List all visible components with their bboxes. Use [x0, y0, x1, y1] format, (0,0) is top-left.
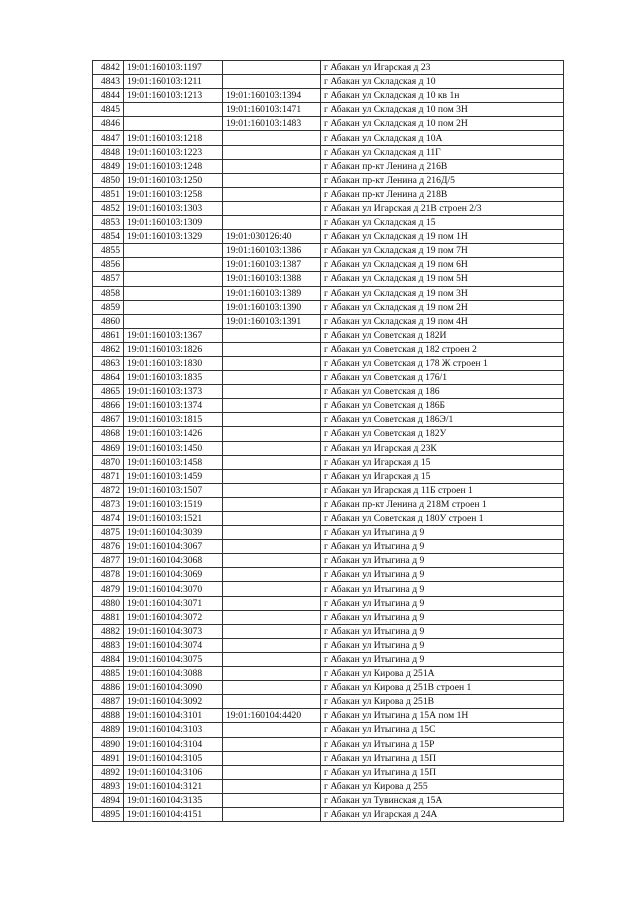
row-number-cell: 4863	[93, 356, 124, 370]
linked-cadastral-cell	[223, 342, 321, 356]
row-number-cell: 4880	[93, 596, 124, 610]
cadastral-number-cell: 19:01:160103:1218	[124, 131, 223, 145]
linked-cadastral-cell	[223, 131, 321, 145]
table-row	[93, 244, 564, 258]
row-number-cell: 4886	[93, 681, 124, 695]
linked-cadastral-cell	[223, 483, 321, 497]
row-number-cell: 4884	[93, 652, 124, 666]
linked-cadastral-cell: 19:01:160104:4420	[223, 709, 321, 723]
row-number-cell: 4852	[93, 201, 124, 215]
linked-cadastral-cell	[223, 610, 321, 624]
address-cell: г Абакан ул Итыгина д 9	[321, 624, 564, 638]
cadastral-number-cell: 19:01:160104:3103	[124, 723, 223, 737]
linked-cadastral-cell	[223, 328, 321, 342]
row-number-cell: 4851	[93, 187, 124, 201]
address-cell: г Абакан ул Итыгина д 15А пом 1Н	[321, 709, 564, 723]
linked-cadastral-cell	[223, 723, 321, 737]
table-row	[93, 230, 564, 244]
table-row	[93, 328, 564, 342]
row-number-cell: 4882	[93, 624, 124, 638]
table-row	[93, 765, 564, 779]
linked-cadastral-cell	[223, 695, 321, 709]
table-row	[93, 793, 564, 807]
table-body	[93, 61, 564, 822]
cadastral-number-cell: 19:01:160104:3092	[124, 695, 223, 709]
linked-cadastral-cell	[223, 765, 321, 779]
linked-cadastral-cell	[223, 596, 321, 610]
address-cell: г Абакан ул Складская д 10А	[321, 131, 564, 145]
cadastral-number-cell: 19:01:160103:1830	[124, 356, 223, 370]
cadastral-number-cell: 19:01:160104:3071	[124, 596, 223, 610]
row-number-cell: 4854	[93, 230, 124, 244]
linked-cadastral-cell	[223, 427, 321, 441]
cadastral-number-cell: 19:01:160103:1258	[124, 187, 223, 201]
cadastral-number-cell: 19:01:160103:1507	[124, 483, 223, 497]
row-number-cell: 4870	[93, 455, 124, 469]
row-number-cell: 4860	[93, 314, 124, 328]
row-number-cell: 4887	[93, 695, 124, 709]
address-cell: г Абакан ул Складская д 19 пом 4Н	[321, 314, 564, 328]
address-cell: г Абакан пр-кт Ленина д 216В	[321, 159, 564, 173]
row-number-cell: 4891	[93, 751, 124, 765]
cadastral-number-cell	[124, 314, 223, 328]
table-row	[93, 582, 564, 596]
table-row	[93, 624, 564, 638]
table-row	[93, 455, 564, 469]
row-number-cell: 4894	[93, 793, 124, 807]
cadastral-number-cell: 19:01:160104:3069	[124, 568, 223, 582]
table-row	[93, 286, 564, 300]
cadastral-number-cell: 19:01:160103:1250	[124, 173, 223, 187]
linked-cadastral-cell: 19:01:160103:1394	[223, 89, 321, 103]
cadastral-number-cell: 19:01:160103:1248	[124, 159, 223, 173]
address-cell: г Абакан ул Итыгина д 9	[321, 596, 564, 610]
table-row	[93, 751, 564, 765]
table-row	[93, 610, 564, 624]
cadastral-number-cell: 19:01:160104:4151	[124, 807, 223, 821]
linked-cadastral-cell	[223, 638, 321, 652]
address-cell: г Абакан пр-кт Ленина д 218М строен 1	[321, 497, 564, 511]
address-cell: г Абакан пр-кт Ленина д 216Д/5	[321, 173, 564, 187]
row-number-cell: 4858	[93, 286, 124, 300]
cadastral-number-cell: 19:01:160104:3067	[124, 540, 223, 554]
row-number-cell: 4885	[93, 667, 124, 681]
cadastral-number-cell: 19:01:160103:1815	[124, 413, 223, 427]
linked-cadastral-cell	[223, 512, 321, 526]
table-row	[93, 526, 564, 540]
cadastral-number-cell: 19:01:160104:3074	[124, 638, 223, 652]
linked-cadastral-cell	[223, 751, 321, 765]
linked-cadastral-cell	[223, 554, 321, 568]
cadastral-number-cell: 19:01:160103:1373	[124, 385, 223, 399]
address-cell: г Абакан ул Тувинская д 15А	[321, 793, 564, 807]
cadastral-number-cell: 19:01:160104:3039	[124, 526, 223, 540]
table-row	[93, 216, 564, 230]
row-number-cell: 4895	[93, 807, 124, 821]
row-number-cell: 4862	[93, 342, 124, 356]
address-cell: г Абакан ул Советская д 178 Ж строен 1	[321, 356, 564, 370]
table-row	[93, 483, 564, 497]
linked-cadastral-cell	[223, 413, 321, 427]
row-number-cell: 4857	[93, 272, 124, 286]
row-number-cell: 4842	[93, 61, 124, 75]
address-cell: г Абакан ул Итыгина д 9	[321, 652, 564, 666]
cadastral-number-cell: 19:01:160104:3068	[124, 554, 223, 568]
cadastral-number-cell: 19:01:160103:1303	[124, 201, 223, 215]
linked-cadastral-cell: 19:01:160103:1391	[223, 314, 321, 328]
address-cell: г Абакан ул Итыгина д 9	[321, 638, 564, 652]
linked-cadastral-cell	[223, 371, 321, 385]
linked-cadastral-cell: 19:01:030126:40	[223, 230, 321, 244]
row-number-cell: 4893	[93, 779, 124, 793]
row-number-cell: 4874	[93, 512, 124, 526]
row-number-cell: 4890	[93, 737, 124, 751]
address-cell: г Абакан ул Игарская д 24А	[321, 807, 564, 821]
linked-cadastral-cell	[223, 582, 321, 596]
linked-cadastral-cell	[223, 201, 321, 215]
table-row	[93, 779, 564, 793]
cadastral-number-cell: 19:01:160103:1519	[124, 497, 223, 511]
linked-cadastral-cell	[223, 793, 321, 807]
linked-cadastral-cell	[223, 187, 321, 201]
address-cell: г Абакан ул Кирова д 251А	[321, 667, 564, 681]
cadastral-number-cell	[124, 258, 223, 272]
linked-cadastral-cell: 19:01:160103:1389	[223, 286, 321, 300]
row-number-cell: 4864	[93, 371, 124, 385]
table-row	[93, 187, 564, 201]
address-cell: г Абакан ул Складская д 10 пом 2Н	[321, 117, 564, 131]
linked-cadastral-cell	[223, 173, 321, 187]
table-row	[93, 131, 564, 145]
table-row	[93, 173, 564, 187]
cadastral-number-cell: 19:01:160104:3105	[124, 751, 223, 765]
cadastral-number-cell: 19:01:160104:3121	[124, 779, 223, 793]
row-number-cell: 4888	[93, 709, 124, 723]
table-row	[93, 89, 564, 103]
linked-cadastral-cell	[223, 737, 321, 751]
cadastral-number-cell: 19:01:160104:3088	[124, 667, 223, 681]
address-cell: г Абакан ул Складская д 19 пом 1Н	[321, 230, 564, 244]
table-row	[93, 159, 564, 173]
linked-cadastral-cell	[223, 159, 321, 173]
cadastral-number-cell: 19:01:160104:3135	[124, 793, 223, 807]
row-number-cell: 4869	[93, 441, 124, 455]
linked-cadastral-cell: 19:01:160103:1483	[223, 117, 321, 131]
address-cell: г Абакан ул Советская д 182У	[321, 427, 564, 441]
cadastral-number-cell: 19:01:160104:3090	[124, 681, 223, 695]
cadastral-number-cell: 19:01:160103:1374	[124, 399, 223, 413]
row-number-cell: 4866	[93, 399, 124, 413]
row-number-cell: 4879	[93, 582, 124, 596]
linked-cadastral-cell	[223, 145, 321, 159]
linked-cadastral-cell	[223, 652, 321, 666]
row-number-cell: 4865	[93, 385, 124, 399]
row-number-cell: 4849	[93, 159, 124, 173]
address-cell: г Абакан ул Кирова д 251В строен 1	[321, 681, 564, 695]
table-row	[93, 596, 564, 610]
linked-cadastral-cell	[223, 681, 321, 695]
address-cell: г Абакан ул Складская д 10	[321, 75, 564, 89]
address-cell: г Абакан ул Итыгина д 9	[321, 540, 564, 554]
table-row	[93, 371, 564, 385]
address-cell: г Абакан ул Складская д 15	[321, 216, 564, 230]
address-cell: г Абакан ул Итыгина д 15П	[321, 751, 564, 765]
address-cell: г Абакан ул Складская д 19 пом 5Н	[321, 272, 564, 286]
cadastral-number-cell	[124, 286, 223, 300]
row-number-cell: 4873	[93, 497, 124, 511]
linked-cadastral-cell	[223, 667, 321, 681]
address-cell: г Абакан ул Игарская д 15	[321, 469, 564, 483]
table-row	[93, 638, 564, 652]
row-number-cell: 4876	[93, 540, 124, 554]
table-row	[93, 356, 564, 370]
linked-cadastral-cell	[223, 385, 321, 399]
table-row	[93, 399, 564, 413]
cadastral-number-cell: 19:01:160104:3072	[124, 610, 223, 624]
row-number-cell: 4861	[93, 328, 124, 342]
linked-cadastral-cell	[223, 807, 321, 821]
row-number-cell: 4855	[93, 244, 124, 258]
cadastral-number-cell: 19:01:160103:1367	[124, 328, 223, 342]
cadastral-number-cell: 19:01:160103:1329	[124, 230, 223, 244]
table-row	[93, 314, 564, 328]
address-cell: г Абакан ул Складская д 19 пом 7Н	[321, 244, 564, 258]
table-row	[93, 568, 564, 582]
address-cell: г Абакан ул Советская д 180У строен 1	[321, 512, 564, 526]
table-row	[93, 469, 564, 483]
cadastral-number-cell: 19:01:160103:1459	[124, 469, 223, 483]
address-cell: г Абакан пр-кт Ленина д 218В	[321, 187, 564, 201]
table-row	[93, 258, 564, 272]
linked-cadastral-cell	[223, 216, 321, 230]
table-row	[93, 709, 564, 723]
table-row	[93, 807, 564, 821]
table-row	[93, 342, 564, 356]
cadastral-number-cell	[124, 117, 223, 131]
row-number-cell: 4844	[93, 89, 124, 103]
cadastral-number-cell: 19:01:160103:1450	[124, 441, 223, 455]
cadastral-number-cell: 19:01:160103:1458	[124, 455, 223, 469]
cadastral-number-cell: 19:01:160103:1835	[124, 371, 223, 385]
address-cell: г Абакан ул Итыгина д 9	[321, 568, 564, 582]
row-number-cell: 4892	[93, 765, 124, 779]
row-number-cell: 4843	[93, 75, 124, 89]
row-number-cell: 4878	[93, 568, 124, 582]
table-row	[93, 385, 564, 399]
address-cell: г Абакан ул Складская д 19 пом 3Н	[321, 286, 564, 300]
cadastral-number-cell: 19:01:160104:3073	[124, 624, 223, 638]
row-number-cell: 4872	[93, 483, 124, 497]
table-row	[93, 554, 564, 568]
cadastral-number-cell: 19:01:160104:3070	[124, 582, 223, 596]
table-row	[93, 300, 564, 314]
linked-cadastral-cell	[223, 399, 321, 413]
cadastral-number-cell: 19:01:160103:1426	[124, 427, 223, 441]
linked-cadastral-cell	[223, 441, 321, 455]
cadastral-number-cell: 19:01:160103:1213	[124, 89, 223, 103]
linked-cadastral-cell: 19:01:160103:1388	[223, 272, 321, 286]
cadastral-number-cell	[124, 103, 223, 117]
cadastral-number-cell	[124, 244, 223, 258]
linked-cadastral-cell: 19:01:160103:1386	[223, 244, 321, 258]
table-row	[93, 272, 564, 286]
cadastral-number-cell: 19:01:160103:1197	[124, 61, 223, 75]
address-cell: г Абакан ул Складская д 10 кв 1н	[321, 89, 564, 103]
address-cell: г Абакан ул Кирова д 251В	[321, 695, 564, 709]
document-page	[92, 60, 564, 822]
row-number-cell: 4877	[93, 554, 124, 568]
address-cell: г Абакан ул Складская д 19 пом 6Н	[321, 258, 564, 272]
address-cell: г Абакан ул Итыгина д 9	[321, 610, 564, 624]
row-number-cell: 4850	[93, 173, 124, 187]
table-row	[93, 737, 564, 751]
row-number-cell: 4848	[93, 145, 124, 159]
row-number-cell: 4883	[93, 638, 124, 652]
address-cell: г Абакан ул Советская д 182 строен 2	[321, 342, 564, 356]
linked-cadastral-cell: 19:01:160103:1387	[223, 258, 321, 272]
linked-cadastral-cell	[223, 497, 321, 511]
cadastral-number-cell: 19:01:160103:1211	[124, 75, 223, 89]
address-cell: г Абакан ул Советская д 176/1	[321, 371, 564, 385]
linked-cadastral-cell	[223, 356, 321, 370]
row-number-cell: 4845	[93, 103, 124, 117]
address-cell: г Абакан ул Игарская д 11Б строен 1	[321, 483, 564, 497]
row-number-cell: 4881	[93, 610, 124, 624]
address-cell: г Абакан ул Складская д 10 пом 3Н	[321, 103, 564, 117]
address-cell: г Абакан ул Кирова д 255	[321, 779, 564, 793]
cadastral-number-cell: 19:01:160104:3104	[124, 737, 223, 751]
cadastral-number-cell: 19:01:160103:1309	[124, 216, 223, 230]
table-row	[93, 145, 564, 159]
table-row	[93, 652, 564, 666]
address-cell: г Абакан ул Итыгина д 15Р	[321, 737, 564, 751]
cadastral-number-cell	[124, 272, 223, 286]
row-number-cell: 4871	[93, 469, 124, 483]
table-row	[93, 427, 564, 441]
address-cell: г Абакан ул Советская д 186Б	[321, 399, 564, 413]
address-cell: г Абакан ул Советская д 186Э/1	[321, 413, 564, 427]
table-row	[93, 117, 564, 131]
table-row	[93, 695, 564, 709]
linked-cadastral-cell	[223, 568, 321, 582]
table-row	[93, 681, 564, 695]
address-cell: г Абакан ул Итыгина д 15С	[321, 723, 564, 737]
table-row	[93, 723, 564, 737]
linked-cadastral-cell	[223, 455, 321, 469]
row-number-cell: 4867	[93, 413, 124, 427]
address-cell: г Абакан ул Игарская д 21В строен 2/3	[321, 201, 564, 215]
address-cell: г Абакан ул Советская д 186	[321, 385, 564, 399]
linked-cadastral-cell	[223, 779, 321, 793]
address-cell: г Абакан ул Итыгина д 15П	[321, 765, 564, 779]
table-row	[93, 512, 564, 526]
cadastral-number-cell	[124, 300, 223, 314]
row-number-cell: 4853	[93, 216, 124, 230]
cadastral-number-cell: 19:01:160104:3106	[124, 765, 223, 779]
cadastral-number-cell: 19:01:160103:1521	[124, 512, 223, 526]
address-cell: г Абакан ул Итыгина д 9	[321, 526, 564, 540]
table-row	[93, 75, 564, 89]
address-cell: г Абакан ул Советская д 182И	[321, 328, 564, 342]
linked-cadastral-cell	[223, 469, 321, 483]
table-row	[93, 201, 564, 215]
cadastral-number-cell: 19:01:160104:3075	[124, 652, 223, 666]
linked-cadastral-cell: 19:01:160103:1390	[223, 300, 321, 314]
linked-cadastral-cell	[223, 75, 321, 89]
linked-cadastral-cell	[223, 540, 321, 554]
linked-cadastral-cell	[223, 624, 321, 638]
address-cell: г Абакан ул Складская д 11Г	[321, 145, 564, 159]
address-cell: г Абакан ул Итыгина д 9	[321, 582, 564, 596]
linked-cadastral-cell: 19:01:160103:1471	[223, 103, 321, 117]
row-number-cell: 4868	[93, 427, 124, 441]
cadastral-number-cell: 19:01:160103:1223	[124, 145, 223, 159]
row-number-cell: 4846	[93, 117, 124, 131]
address-cell: г Абакан ул Игарская д 23К	[321, 441, 564, 455]
table-row	[93, 413, 564, 427]
row-number-cell: 4889	[93, 723, 124, 737]
cadastral-number-cell: 19:01:160103:1826	[124, 342, 223, 356]
row-number-cell: 4856	[93, 258, 124, 272]
table-row	[93, 441, 564, 455]
linked-cadastral-cell	[223, 61, 321, 75]
table-row	[93, 667, 564, 681]
table-row	[93, 61, 564, 75]
table-row	[93, 540, 564, 554]
address-cell: г Абакан ул Игарская д 23	[321, 61, 564, 75]
table-row	[93, 497, 564, 511]
address-cell: г Абакан ул Складская д 19 пом 2Н	[321, 300, 564, 314]
row-number-cell: 4847	[93, 131, 124, 145]
address-cell: г Абакан ул Игарская д 15	[321, 455, 564, 469]
address-cell: г Абакан ул Итыгина д 9	[321, 554, 564, 568]
cadastral-number-cell: 19:01:160104:3101	[124, 709, 223, 723]
row-number-cell: 4859	[93, 300, 124, 314]
table-row	[93, 103, 564, 117]
row-number-cell: 4875	[93, 526, 124, 540]
property-table	[92, 60, 564, 822]
linked-cadastral-cell	[223, 526, 321, 540]
